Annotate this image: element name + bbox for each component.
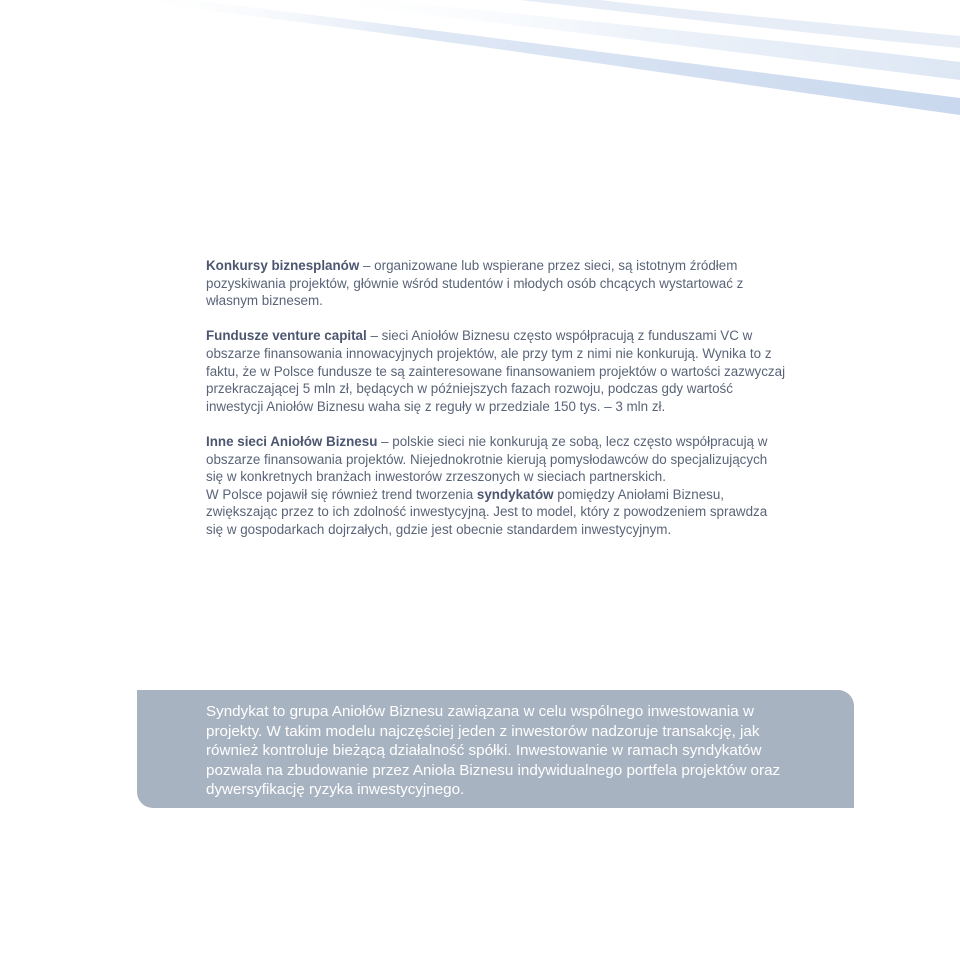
main-text-block bbox=[206, 257, 786, 539]
paragraph-text: W Polsce pojawił się również trend tworzenia bbox=[206, 486, 477, 502]
paragraph-syndykaty bbox=[206, 486, 786, 539]
paragraph-venture-capital bbox=[206, 327, 786, 415]
paragraph-text: – sieci Aniołów Biznesu często współpracują z funduszami VC w obszarze finansowania innowacyjnych projektów, ale przy tym z nimi nie konkurują. Wynika to z faktu, że w Polsce fundusze te są zainteresowane finansowaniem projektów o wartości zazwyczaj przekraczającej 5 mln zł, będących w późniejszych fazach rozwoju, podczas gdy wartość inwestycji Aniołów Biznesu waha się z reguły w przedziale 150 tys. – 3 mln zł. bbox=[206, 328, 786, 414]
term-inne-sieci: Inne sieci Aniołów Biznesu bbox=[206, 433, 378, 449]
paragraph-text: – polskie sieci nie konkurują ze sobą, lecz często współpracują w obszarze finansowania projektów. Niejednokrotnie kierują pomysłodawców do specjalizujących się w konkretnych branżach inwestorów zrzeszonych w sieciach partnerskich. bbox=[206, 433, 768, 485]
callout-text bbox=[206, 702, 806, 800]
paragraph-inne-sieci bbox=[206, 433, 786, 486]
callout-term: Syndykat bbox=[206, 703, 269, 720]
term-konkursy: Konkursy biznesplanów bbox=[206, 258, 360, 273]
callout-body: to grupa Aniołów Biznesu zawiązana w celu wspólnego inwestowania w projekty. W takim modelu najczęściej jeden z inwestorów nadzoruje transakcję, jak również kontroluje bieżącą działalność spółki. Inwestowanie w ramach syndykatów pozwala na zbudowanie przez Anioła Biznesu indywidualnego portfela projektów oraz dywersyfikację ryzyka inwestycyjnego. bbox=[206, 703, 781, 798]
callout-paragraph bbox=[206, 702, 806, 800]
term-venture-capital: Fundusze venture capital bbox=[206, 328, 367, 344]
top-wave-decoration bbox=[0, 0, 960, 130]
definition-callout-box bbox=[137, 690, 854, 808]
term-syndykaty: syndykatów bbox=[476, 486, 554, 502]
paragraph-konkursy bbox=[206, 257, 786, 310]
paragraph-text: – organizowane lub wspierane przez sieci, są istotnym źródłem pozyskiwania projektów, głównie wśród studentów i młodych osób chcących wystartować z własnym biznesem. bbox=[206, 258, 744, 309]
paragraph-text: pomiędzy Aniołami Biznesu, zwiększając przez to ich zdolność inwestycyjną. Jest to model, który z powodzeniem sprawdza się w gospodarkach dojrzałych, gdzie jest obecnie standardem inwestycyjnym. bbox=[206, 486, 768, 537]
